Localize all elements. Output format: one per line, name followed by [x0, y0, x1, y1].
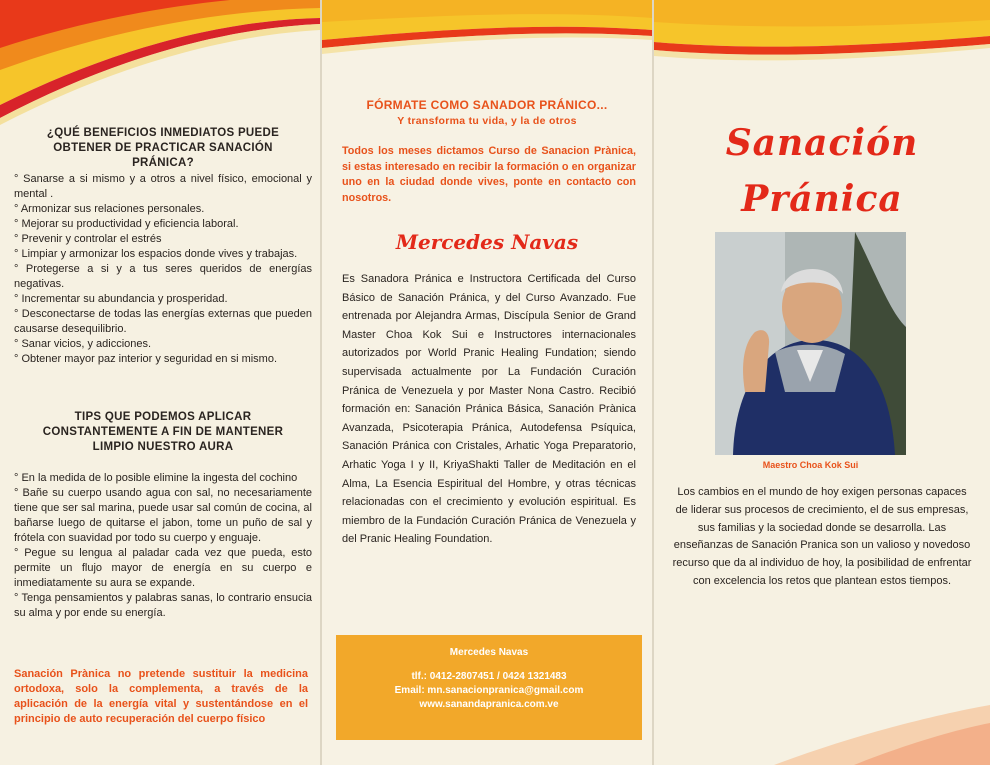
decorative-wave-bottom: [654, 695, 990, 765]
disclaimer-text: Sanación Prànica no pretende sustituir la medicina ortodoxa, solo la complementa, a través de la aplicación de la energía vital y sustentándose en el principio de auto recuperación del cuerpo físico: [14, 668, 308, 725]
master-photo: [715, 232, 906, 455]
training-subheading: Y transforma tu vida, y la de otros: [397, 115, 577, 127]
portrait-image: [715, 232, 906, 455]
benefits-heading: ¿QUÉ BENEFICIOS INMEDIATOS PUEDE OBTENER DE PRACTICAR SANACIÓN PRÁNICA?: [46, 127, 280, 169]
middle-panel: [322, 0, 652, 765]
training-heading: FÓRMATE COMO SANADOR PRÁNICO...: [366, 98, 608, 112]
training-intro: Todos los meses dictamos Curso de Sanacion Prànica, si estas interesado en recibir la formación o en organizar uno en la ciudad donde vives, ponte en contacto con nosotros.: [342, 145, 636, 204]
contact-name: Mercedes Navas: [449, 647, 529, 658]
right-panel: [654, 0, 990, 765]
list-item: ° Prevenir y controlar el estrés: [14, 233, 162, 245]
list-item: ° Sanar vicios, y adicciones.: [14, 338, 152, 350]
title-line-2: Pránica: [741, 178, 903, 220]
list-item: ° Mejorar su productividad y eficiencia laboral.: [14, 218, 239, 230]
list-item: ° Desconectarse de todas las energías externas que pueden causarse desequilibrio.: [14, 308, 312, 335]
decorative-wave-right: [654, 0, 990, 70]
intro-paragraph: Los cambios en el mundo de hoy exigen personas capaces de liderar sus procesos de crecimiento, el de sus empresas, sus familias y la sociedad donde se desarrolla. Las enseñanzas de Sanación Pranica son un valioso y novedoso recurso que da al individuo de hoy, la posibilidad de enfrentar con excelencia los retos que plantean estos tiempos.: [672, 486, 972, 587]
contact-box: [336, 635, 642, 740]
list-item: ° Protegerse a si y a tus seres queridos de energías negativas.: [14, 263, 312, 290]
list-item: ° Obtener mayor paz interior y seguridad en si mismo.: [14, 353, 278, 365]
decorative-wave-left: [0, 0, 320, 125]
tips-heading: TIPS QUE PODEMOS APLICAR CONSTANTEMENTE A FIN DE MANTENER LIMPIO NUESTRO AURA: [42, 411, 284, 453]
photo-caption: Maestro Choa Kok Sui: [762, 460, 859, 470]
list-item: ° Limpiar y armonizar los espacios donde vives y trabajas.: [14, 248, 298, 260]
list-item: ° Armonizar sus relaciones personales.: [14, 203, 205, 215]
contact-phone: tlf.: 0412-2807451 / 0424 1321483: [411, 671, 567, 682]
list-item: ° Sanarse a si mismo y a otros a nivel físico, emocional y mental .: [14, 173, 312, 200]
instructor-bio: Es Sanadora Pránica e Instructora Certificada del Curso Básico de Sanación Pránica, y del Curso Avanzado. Fue entrenada por Alejandra Armas, Discípula Senior de Grand Master Choa Kok Sui e Instructores internacionales autorizados por World Pranic Healing Fundation; siendo supervisada actualmente por La Fundación Curación Pránica de Venezuela y por Master Nona Castro. Recibió formación en: Sanación Pránica Básica, Sanación Prànica Avanzada, Psicoterapia Pránica, Autodefensa Psíquica, Sanación Pránica con Cristales, Arhatic Yoga Preparatorio, Arhatic Yoga I y II, KriyaShakti Taller de Meditación en el Alma, La Esencia Espiritual del Hombre, y otras técnicas relacionadas con el crecimiento y evolución espiritual. Es miembro de la Fundación Curación Pránica de Venezuela y del Pranic Healing Foundation.: [342, 273, 636, 546]
decorative-wave-middle: [322, 0, 652, 60]
list-item: ° Bañe su cuerpo usando agua con sal, no necesariamente tiene que ser sal marina, puede usar sal común de cocina, al bañarse luego de quitarse el jabon, tome un puño de sal y frótela con suavidad por todo su cuerpo y enguaje.: [14, 487, 312, 544]
tips-list: [14, 471, 312, 621]
title-line-1: Sanación: [725, 122, 919, 164]
list-item: ° En la medida de lo posible elimine la ingesta del cochino: [14, 472, 298, 484]
benefits-list: [14, 172, 312, 367]
list-item: ° Incrementar su abundancia y prosperidad.: [14, 293, 228, 305]
instructor-name: Mercedes Navas: [395, 230, 579, 254]
contact-email[interactable]: Email: mn.sanacionpranica@gmail.com: [394, 685, 584, 696]
list-item: ° Tenga pensamientos y palabras sanas, lo contrario ensucia su alma y por ende su energía.: [14, 592, 312, 619]
left-panel: [0, 0, 320, 765]
list-item: ° Pegue su lengua al paladar cada vez que pueda, esto permite un flujo mayor de energía en su cuerpo e inmediatamente su aura se expande.: [14, 547, 312, 589]
contact-website[interactable]: www.sanandapranica.com.ve: [419, 699, 559, 710]
